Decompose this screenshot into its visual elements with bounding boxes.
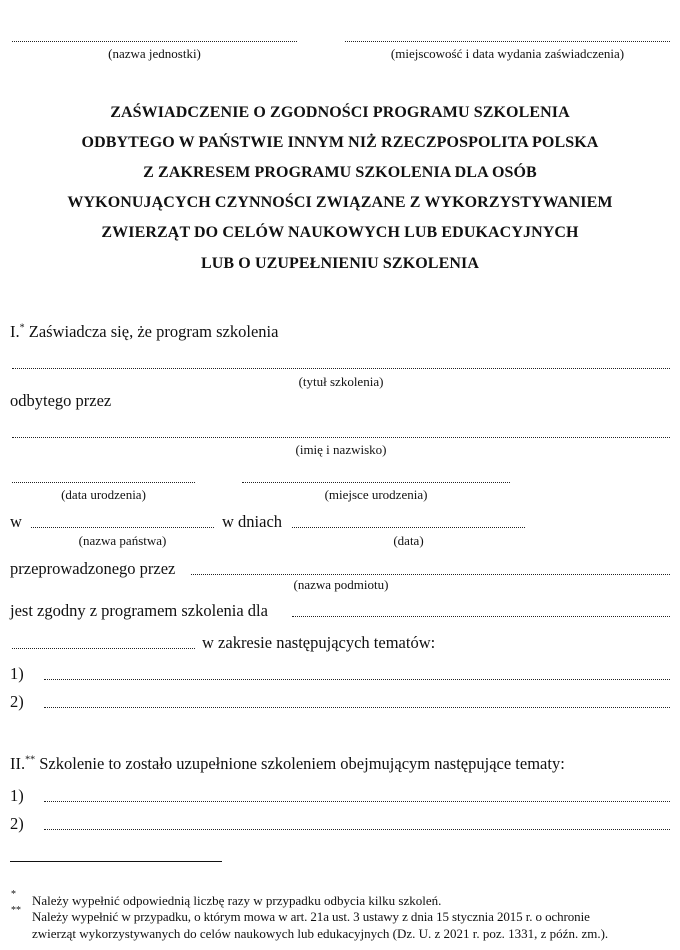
footnote-1-mark: * <box>11 889 16 900</box>
full-name-caption: (imię i nazwisko) <box>295 442 387 457</box>
footnote-2-mark: ** <box>11 905 21 916</box>
section-2-topic-1-field[interactable] <box>44 801 670 802</box>
section-2-numeral: II. <box>10 754 26 773</box>
section-1-item-1-number: 1) <box>10 664 24 683</box>
conducted-by-label: przeprowadzonego przez <box>10 559 176 578</box>
section-1-topic-2-field[interactable] <box>44 707 670 708</box>
birth-place-caption: (miejsce urodzenia) <box>324 487 428 502</box>
document-title-line-6: LUB O UZUPEŁNIENIU SZKOLENIA <box>201 255 479 272</box>
place-date-field[interactable] <box>345 41 670 42</box>
place-date-caption: (miejscowość i data wydania zaświadczenia) <box>390 46 625 61</box>
section-1-numeral: I. <box>10 322 20 341</box>
section-1-heading <box>10 322 278 342</box>
section-2-topic-2-field[interactable] <box>44 829 670 830</box>
country-field[interactable] <box>31 527 214 528</box>
birth-place-field[interactable] <box>242 482 510 483</box>
full-name-field[interactable] <box>12 437 670 438</box>
target-group-field[interactable] <box>12 648 195 649</box>
dates-caption: (data) <box>393 533 424 548</box>
completed-by-label: odbytego przez <box>10 391 112 410</box>
section-1-item-2-number: 2) <box>10 692 24 711</box>
footnote-2-text-line-1: Należy wypełnić w przypadku, o którym mowa w art. 21a ust. 3 ustawy z dnia 15 stycznia 2015 r. o ochronie <box>32 909 590 924</box>
footnote-separator <box>10 861 222 862</box>
birth-date-field[interactable] <box>12 482 195 483</box>
consistent-with-field[interactable] <box>292 616 670 617</box>
document-title-line-2: ODBYTEGO W PAŃSTWIE INNYM NIŻ RZECZPOSPOLITA POLSKA <box>81 134 599 151</box>
section-2-footnote-mark: ** <box>25 754 36 766</box>
in-days-label: w dniach <box>222 512 283 531</box>
training-title-field[interactable] <box>12 368 670 369</box>
section-2-intro: Szkolenie to zostało uzupełnione szkoleniem obejmującym następujące tematy: <box>39 754 565 773</box>
document-title-line-3: Z ZAKRESEM PROGRAMU SZKOLENIA DLA OSÓB <box>143 164 537 181</box>
document-title-line-5: ZWIERZĄT DO CELÓW NAUKOWYCH LUB EDUKACYJNYCH <box>101 224 579 241</box>
section-2-item-1-number: 1) <box>10 786 24 805</box>
footnote-1-text: Należy wypełnić odpowiednią liczbę razy w przypadku odbycia kilku szkoleń. <box>32 893 442 908</box>
consistent-with-label: jest zgodny z programem szkolenia dla <box>10 601 268 620</box>
footnote-2-text-line-2: zwierząt wykorzystywanych do celów naukowych lub edukacyjnych (Dz. U. z 2021 r. poz. 1331, z późn. zm.). <box>32 926 609 941</box>
unit-name-field[interactable] <box>12 41 297 42</box>
section-1-topic-1-field[interactable] <box>44 679 670 680</box>
section-1-footnote-mark: * <box>19 322 25 334</box>
country-caption: (nazwa państwa) <box>78 533 167 548</box>
unit-name-caption: (nazwa jednostki) <box>108 46 201 61</box>
section-1-intro: Zaświadcza się, że program szkolenia <box>28 322 279 341</box>
section-2-heading <box>10 754 565 774</box>
document-title-line-4: WYKONUJĄCYCH CZYNNOŚCI ZWIĄZANE Z WYKORZYSTYWANIEM <box>67 194 613 211</box>
section-2-item-2-number: 2) <box>10 814 24 833</box>
document-title-line-1: ZAŚWIADCZENIE O ZGODNOŚCI PROGRAMU SZKOLENIA <box>110 104 570 121</box>
training-title-caption: (tytuł szkolenia) <box>298 374 384 389</box>
entity-name-field[interactable] <box>191 574 670 575</box>
topics-label: w zakresie następujących tematów: <box>202 633 436 652</box>
entity-name-caption: (nazwa podmiotu) <box>293 577 389 592</box>
in-country-label: w <box>10 512 22 531</box>
dates-field[interactable] <box>292 527 525 528</box>
birth-date-caption: (data urodzenia) <box>61 487 146 502</box>
